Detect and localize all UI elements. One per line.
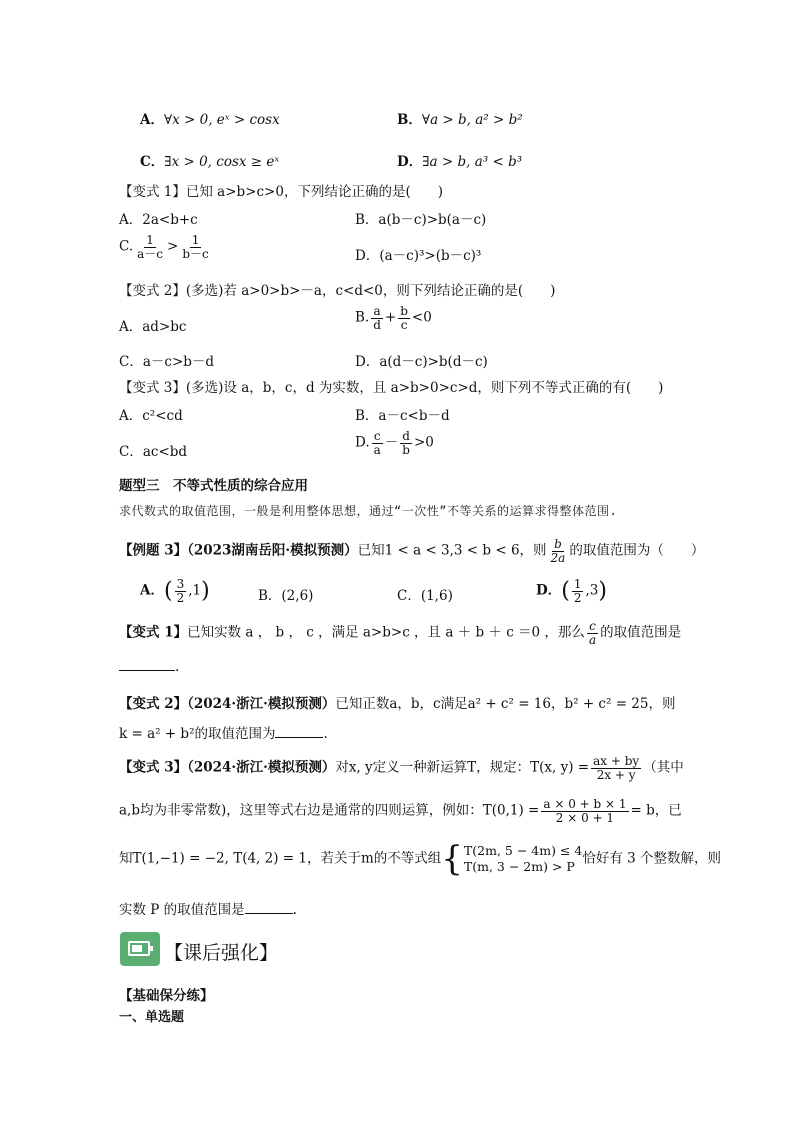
answer-blank <box>245 901 293 914</box>
example3-variant3-line1: 【变式 3】（2024·浙江·模拟预测）对x, y定义一种新运算T，规定：T(x, y) = $\frac{ax + by}{2x + y}$ （其中 <box>119 754 684 782</box>
topic3-note: 求代数式的取值范围，一般是利用整体思想，通过“一次性”不等关系的运算求得整体范围. <box>119 504 618 518</box>
variant3-option-c: C．ac<bd <box>119 444 188 460</box>
variant2-option-b: B. $\frac{a}{d}$ + $\frac{b}{c}$ <0 <box>355 304 432 332</box>
variant3-stem: 【变式 3】(多选)设 a，b，c，d 为实数，且 a>b>0>c>d，则下列不等式正确的有( ) <box>119 380 664 396</box>
example3-variant3-line2: a,b均为非零常数)，这里等式右边是通常的四则运算，例如：T(0,1) = $\frac{a \times 0 + b \times 1}{2 \times 0 + 1}$ = b，已 <box>119 797 682 825</box>
option-a: A．∀x > 0, eˣ > cosx <box>140 112 280 128</box>
variant1-option-d: D．(a－c)³>(b－c)³ <box>355 248 482 264</box>
example3-option-a: A．( $\frac{3}{2}$ ,1) <box>140 577 210 605</box>
example3-variant1-answer-line: . <box>119 658 179 675</box>
variant2-stem: 【变式 2】(多选)若 a>0>b>－a，c<d<0，则下列结论正确的是( ) <box>119 283 556 299</box>
battery-icon <box>120 932 160 966</box>
example3-variant1-stem: 【变式 1】已知实数 a ， b ， c ，满足 a>b>c ，且 a ＋ b ＋ c ＝0 ，那么 $\frac{c}{a}$ 的取值范围是 <box>119 619 682 647</box>
variant3-option-a: A．c²<cd <box>119 408 183 424</box>
variant1-stem: 【变式 1】已知 a>b>c>0，下列结论正确的是( ) <box>119 184 443 200</box>
inequality-system: T(2m, 5 − 4m) ≤ 4 T(m, 3 − 2m) > P <box>463 843 583 874</box>
option-d: D．∃a > b, a³ < b³ <box>397 154 523 170</box>
example3-stem: 【例题 3】（2023湖南岳阳·模拟预测）已知1 < a < 3,3 < b < 6，则 $\frac{b}{2a}$ 的取值范围为（ ） <box>119 537 705 565</box>
variant2-option-d: D．a(d－c)>b(d－c) <box>355 354 488 370</box>
variant2-option-a: A．ad>bc <box>119 319 187 335</box>
example3-option-c: C．(1,6) <box>397 588 453 604</box>
example3-variant3-line3: 知T(1,−1) = −2, T(4, 2) = 1，若关于m的不等式组{ T(2m, 5 − 4m) ≤ 4 T(m, 3 − 2m) > P 恰好有 3 个整数解，则 <box>119 839 721 879</box>
option-b: B．∀a > b, a² > b² <box>397 112 523 128</box>
variant2-option-c: C．a－c>b－d <box>119 354 215 370</box>
variant1-option-a: A．2a<b+c <box>119 212 198 228</box>
basic-practice-heading: 【基础保分练】 <box>119 988 214 1004</box>
example3-variant2-line2: k = a² + b²的取值范围为 . <box>119 726 328 742</box>
variant3-option-d: D. $\frac{c}{a}$ － $\frac{d}{b}$ >0 <box>355 429 434 457</box>
variant1-option-b: B．a(b－c)>b(a－c) <box>355 212 487 228</box>
variant3-option-b: B．a－c<b－d <box>355 408 450 424</box>
answer-blank <box>119 658 175 671</box>
after-class-title: 【课后强化】 <box>164 942 279 964</box>
option-c: C．∃x > 0, cosx ≥ eˣ <box>140 154 280 170</box>
example3-variant3-line4: 实数 P 的取值范围是 . <box>119 902 297 918</box>
example3-option-b: B．(2,6) <box>258 588 314 604</box>
variant1-option-c: C. $\frac{1}{a-c}$ > $\frac{1}{b-c}$ <box>119 233 209 261</box>
topic3-title: 题型三 不等式性质的综合应用 <box>119 478 308 494</box>
example3-option-d: D．( $\frac{1}{2}$ ,3) <box>536 577 607 605</box>
example3-variant2-stem: 【变式 2】（2024·浙江·模拟预测）已知正数a，b，c满足a² + c² = 16，b² + c² = 25，则 <box>119 696 676 712</box>
single-choice-heading: 一、单选题 <box>119 1010 185 1025</box>
answer-blank <box>275 725 323 738</box>
